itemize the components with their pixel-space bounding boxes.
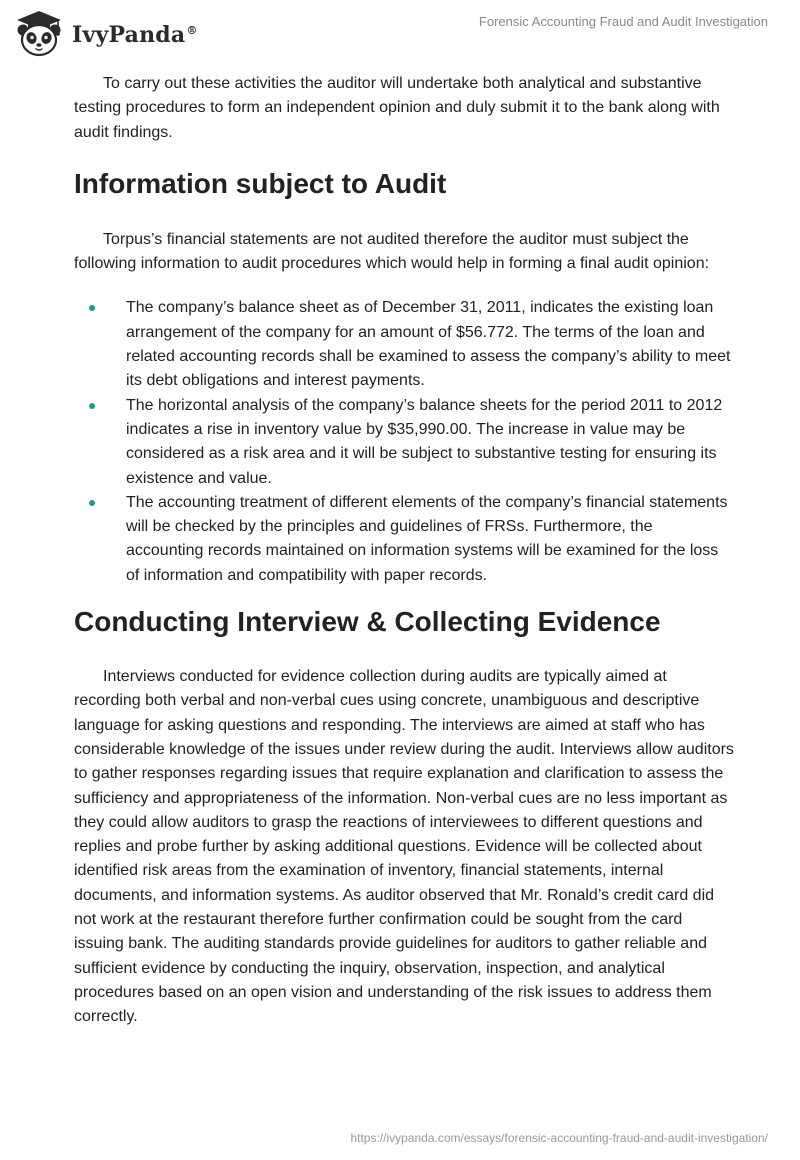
list-item-text: The accounting treatment of different elements of the company’s financial statements will be checked by the principles and guidelines of FRSs. Furthermore, the accounting records maintained on information systems will be examined for the loss of information and compatibility with paper records. (126, 493, 728, 584)
list-item (74, 491, 734, 588)
list-item-text: The horizontal analysis of the company’s balance sheets for the period 2011 to 2012 indicates a rise in inventory value by $35,990.00. The increase in value may be considered as a risk area and it will be subject to substantive testing for ensuring its existence and value. (126, 396, 723, 487)
essay-content (74, 72, 734, 1030)
bullet-dot-icon (89, 403, 95, 409)
list-item (74, 296, 734, 393)
document-title: Forensic Accounting Fraud and Audit Investigation (478, 14, 768, 29)
page-header (0, 0, 800, 70)
brand-logo[interactable] (13, 9, 198, 57)
section-heading-conducting-interview: Conducting Interview & Collecting Evidence (74, 606, 661, 638)
list-item (74, 394, 734, 491)
list-item-text: The company’s balance sheet as of December 31, 2011, indicates the existing loan arrangement of the company for an amount of $56.772. The terms of the loan and related accounting records shall be examined to assess the company’s ability to meet its debt obligations and interest payments. (126, 299, 731, 390)
intro-paragraph: To carry out these activities the auditor will undertake both analytical and substantive testing procedures to form an independent opinion and duly submit it to the bank along with audit findings. (74, 75, 720, 141)
bullet-dot-icon (89, 500, 95, 506)
section-heading-information-subject-to-audit: Information subject to Audit (74, 167, 447, 199)
footer-source-link[interactable]: https://ivypanda.com/essays/forensic-accounting-fraud-and-audit-investigation/ (350, 1131, 768, 1145)
panda-logo-icon (13, 9, 65, 57)
bullet-dot-icon (89, 305, 95, 311)
brand-name: IvyPanda® (72, 22, 198, 48)
registered-mark: ® (186, 23, 198, 37)
section1-paragraph: Torpus’s financial statements are not audited therefore the auditor must subject the following information to audit procedures which would help in forming a final audit opinion: (74, 230, 710, 273)
audit-items-list (74, 296, 734, 588)
section2-paragraph: Interviews conducted for evidence collection during audits are typically aimed at recording both verbal and non-verbal cues using concrete, unambiguous and descriptive language for asking questions and responding. The interviews are aimed at staff who has considerable knowledge of the issues under review during the audit. Interviews allow auditors to gather responses regarding issues that require explanation and clarification to assess the sufficiency and appropriateness of the information. Non-verbal cues are no less important as they could allow auditors to grasp the reactions of interviewees to different questions and replies and probe further by asking additional questions. Evidence will be collected about identified risk areas from the examination of inventory, financial statements, internal documents, and information systems. As auditor observed that Mr. Ronald’s credit card did not work at the restaurant therefore further confirmation could be sought from the card issuing bank. The auditing standards provide guidelines for auditors to gather reliable and sufficient evidence by conducting the inquiry, observation, inspection, and analytical procedures based on an open vision and understanding of the risk issues to address them correctly. (74, 668, 734, 1026)
